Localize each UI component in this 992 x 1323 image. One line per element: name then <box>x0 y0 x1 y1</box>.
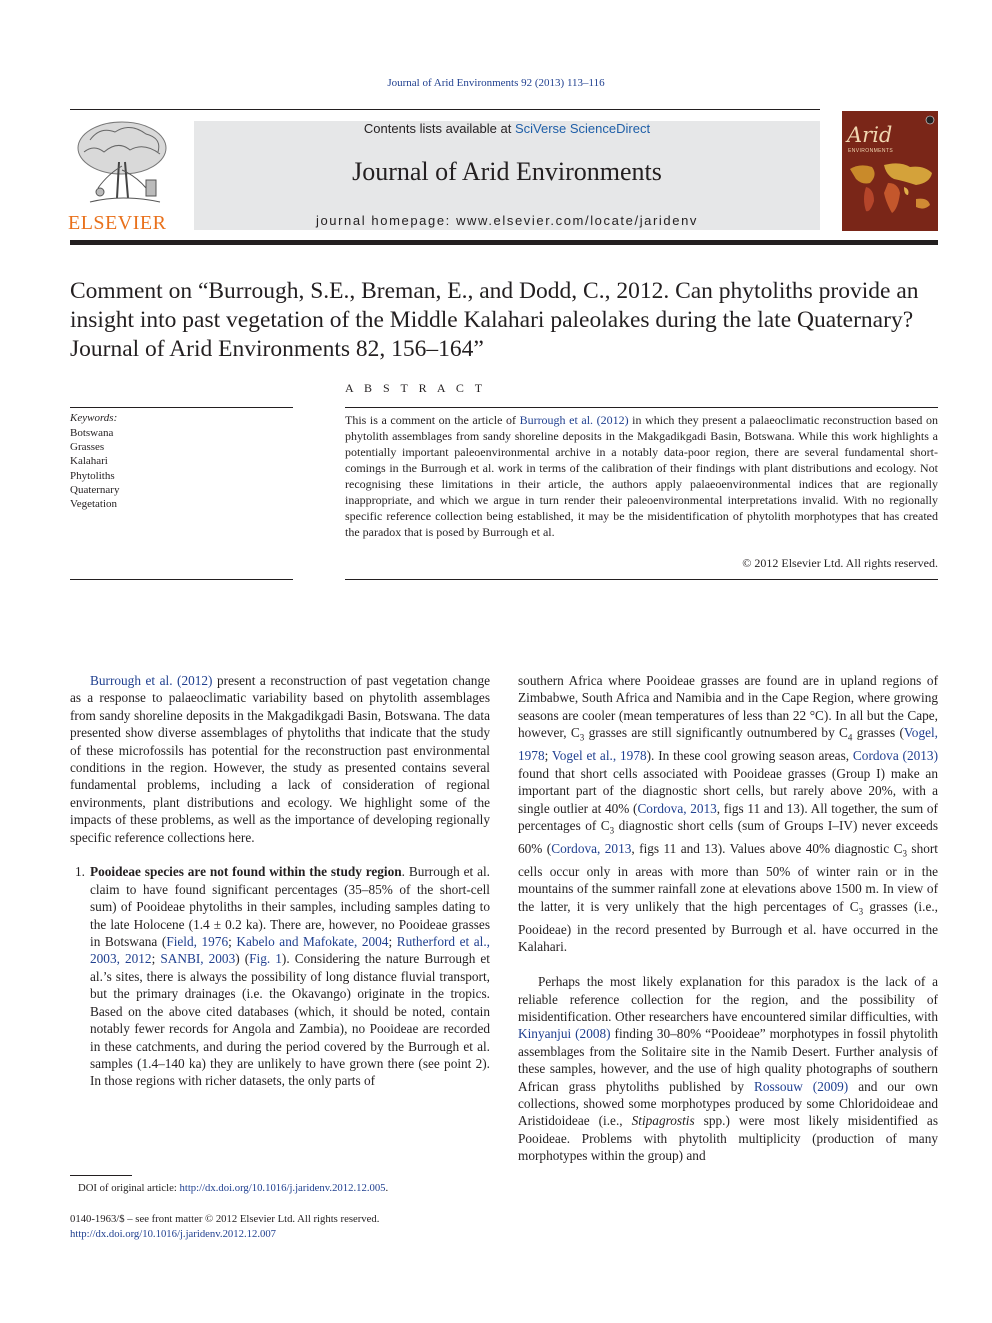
numbered-point-1 <box>70 863 490 1089</box>
ref-link[interactable]: Kabelo and Mafokate, 2004 <box>236 934 389 950</box>
abstract-top-rule <box>345 407 938 408</box>
cover-subtitle: ENVIRONMENTS <box>848 148 894 154</box>
cover-world-map <box>844 155 936 227</box>
front-matter-line: 0140-1963/$ – see front matter © 2012 Elsevier Ltd. All rights reserved. <box>70 1213 380 1225</box>
paragraph-text: Perhaps the most likely explanation for this paradox is the lack of a reliable reference collection for the region, and the possibility of misidentification. Other researchers have encountered similar difficulties, with <box>518 974 938 1024</box>
paragraph-text: grasses ( <box>852 725 904 741</box>
ref-link[interactable]: Field, 1976 <box>166 934 229 950</box>
cover-seal-icon <box>925 115 935 125</box>
abstract-post: in which they present a palaeoclimatic reconstruction based on phytolith assemblages from sandy shoreline deposits in the Makgadikgadi Basin, Botswana. While this work highlights a potentially important paleoenvironmental archive in a notably data-poor region, there are several fundamental short-comings in the Burrough et al. work in terms of the calibration of their findings with plant distributions and ecology. Not recognising these limitations in their article, the authors apply palaeoenvironmental indices that are regionally inappropriate, and which we argue in turn render their paleoenvironmental interpretations invalid. With no regionally specific reference collection being established, it may be the misidentification of phytolith morphotypes that has created the paradox that is posed by Burrough et al. <box>345 413 939 539</box>
paragraph-text: diagnostic short cells (sum of Groups I–IV) never exceeds 60% ( <box>518 817 938 856</box>
header-top-rule <box>70 109 820 110</box>
keywords-bottom-rule <box>70 579 293 580</box>
paragraph-gap <box>70 846 490 863</box>
keywords-list <box>70 426 119 511</box>
body-column-left <box>70 672 490 1090</box>
ref-link[interactable]: SANBI, 2003 <box>160 951 236 967</box>
keywords-label: Keywords: <box>70 412 118 424</box>
body-column-right <box>518 672 938 1165</box>
ref-link[interactable]: Rutherford et al., 2003, 2012 <box>90 934 490 967</box>
separator: ; <box>151 951 161 967</box>
paragraph-text: grasses are still significantly outnumbered by C <box>584 725 848 741</box>
keyword: Grasses <box>70 441 105 454</box>
journal-homepage[interactable]: journal homepage: www.elsevier.com/locate/jaridenv <box>315 213 699 228</box>
ref-link[interactable]: Cordova (2013) <box>852 748 938 764</box>
contents-prefix: Contents lists available at <box>363 121 515 136</box>
keyword: Vegetation <box>70 498 118 511</box>
doi-footnote <box>78 1182 388 1194</box>
paragraph-text: and our own collections, showed some morphotypes produced by some Chloridoideae and Aristidoideae (i.e., <box>518 1078 938 1129</box>
doi-end: . <box>385 1182 389 1194</box>
abstract-pre: This is a comment on the article of <box>345 413 520 427</box>
contents-line <box>194 121 820 136</box>
ref-link[interactable]: Burrough et al. (2012) <box>519 413 629 427</box>
ref-link[interactable]: Kinyanjui (2008) <box>518 1026 611 1042</box>
separator: ; <box>388 934 397 950</box>
front-matter-info <box>70 1212 379 1242</box>
subscript: 4 <box>847 732 853 743</box>
abstract-text <box>345 412 938 540</box>
keyword: Botswana <box>70 427 114 439</box>
journal-citation[interactable]: Journal of Arid Environments 92 (2013) 113–116 <box>387 77 605 89</box>
subscript: 3 <box>902 848 907 859</box>
point-number: 1. <box>75 864 85 880</box>
figure-link[interactable]: Fig. 1 <box>249 951 282 967</box>
abstract-bottom-rule <box>345 579 938 580</box>
separator: ) ( <box>235 951 250 967</box>
continued-paragraph <box>518 672 938 956</box>
keyword: Kalahari <box>70 455 108 468</box>
paragraph-text: found that short cells associated with Pooideae grasses (Group I) make an important part of the diagnostic short cells, but rarely above 20%, with a single outlier at 40% ( <box>518 765 938 816</box>
paragraph-text: grasses (i.e., Pooideae) in the record presented by Burrough et al. have occurred in the Kalahari. <box>518 898 938 955</box>
subscript: 3 <box>858 906 864 917</box>
ref-link[interactable]: Cordova, 2013 <box>551 840 632 856</box>
footnote-rule <box>70 1175 132 1176</box>
point-heading: Pooideae species are not found within the study region <box>90 864 402 880</box>
separator: ; <box>544 748 552 764</box>
paragraph-text: , figs 11 and 13). All together, the sum of percentages of C <box>518 800 938 833</box>
separator: ; <box>228 934 237 950</box>
journal-name: Journal of Arid Environments <box>352 157 662 186</box>
ref-link[interactable]: Burrough et al. (2012) <box>90 673 213 688</box>
paragraph-text: southern Africa where Pooideae grasses are found are in upland regions of Zimbabwe, South Africa and Namibia and in the Cape Region, where growing seasons are cooler (mean temperatures of less than 22 °C). In all but the Cape, however, C <box>518 673 938 741</box>
article-title: Comment on “Burrough, S.E., Breman, E., and Dodd, C., 2012. Can phytoliths provide an insight into past vegetation of the Middle Kalahari paleolakes during the late Quaternary? Journal of Arid Environments 82, 156–164” <box>70 278 919 362</box>
paragraph-text: ). Considering the nature Burrough et al.’s sites, there is always the possibility of long distance fluvial transport, but the primary drainages (i.e. the Okavango) originate in the tropics. Based on the above cited databases (which, it should be noted, contain notably fewer records for Angola and Zambia), no Pooideae are recorded in these catchments, and during the period covered by the Burrough et al. samples (1.4–140 ka) they are unlikely to have grown there (see point 2). In those regions with richer datasets, the only parts of <box>90 951 490 1089</box>
paragraph-text: ). In these cool growing season areas, <box>646 748 853 764</box>
ref-link[interactable]: Vogel, 1978 <box>518 725 939 764</box>
article-doi-link[interactable]: http://dx.doi.org/10.1016/j.jaridenv.2012.12.007 <box>70 1228 277 1240</box>
species-name: Stipagrostis <box>631 1113 695 1129</box>
intro-paragraph <box>70 672 490 846</box>
subscript: 3 <box>609 825 615 836</box>
cover-title: Arid <box>847 123 893 147</box>
elsevier-wordmark: ELSEVIER <box>68 212 167 234</box>
header-bottom-rule <box>70 240 938 245</box>
keyword: Phytoliths <box>70 469 115 482</box>
paragraph-text: present a reconstruction of past vegetation change as a response to palaeoclimatic variability based on phytolith assemblages from sandy shoreline deposits in the Makgadikgadi Basin, Botswana. The data presented show diverse assemblages of phytoliths that indicate that the study of these microfossils has potential for the reconstruction past environmental conditions in the region. However, the study as presented contains several fundamental problems, including a lack of consideration of regional environments, plant distributions and ecology. We highlight some of the impacts of these problems, as well as the importance of developing regionally specific reference collections here. <box>70 673 490 845</box>
doi-label: DOI of original article: <box>78 1182 180 1194</box>
paradox-paragraph <box>518 973 938 1164</box>
keywords-top-rule <box>70 407 293 408</box>
paragraph-text: spp.) were most likely misidentified as Pooideae. Problems with phytolith multiplicity (production of many morphotypes within the group) and <box>518 1113 939 1164</box>
ref-link[interactable]: Rossouw (2009) <box>754 1078 849 1094</box>
journal-cover-image <box>842 111 938 231</box>
abstract-heading: A B S T R A C T <box>345 381 487 395</box>
paragraph-gap <box>518 956 938 973</box>
ref-link[interactable]: Vogel et al., 1978 <box>551 748 647 764</box>
paragraph-text: . Burrough et al. claim to have found significant percentages (35–85% of the short-cell sum) of Pooideae phytoliths in their samples, including samples dating to the late Holocene (1.4 ± 0.2 ka). There are, however, no Pooideae grasses in Botswana ( <box>90 864 490 950</box>
ref-link[interactable]: Cordova, 2013 <box>637 800 717 816</box>
subscript: 3 <box>579 732 585 743</box>
paragraph-text: finding 30–80% “Pooideae” morphotypes in fossil phytolith assemblages from the Solitaire site in the Namib Desert. Further analysis of these samples, however, and the use of high quality photographs of southern African grass phytoliths published by <box>518 1026 938 1094</box>
abstract-copyright: © 2012 Elsevier Ltd. All rights reserved. <box>742 556 938 570</box>
keyword: Quaternary <box>70 483 120 496</box>
paragraph-text: short cells occur only in areas with more than 50% of winter rain or in the mountains of the summer rainfall zone at elevations above 1500 m. In view of the latter, it is very unlikely that the high percentages of C <box>518 840 938 914</box>
sciencedirect-link[interactable]: SciVerse ScienceDirect <box>514 121 651 136</box>
doi-link[interactable]: http://dx.doi.org/10.1016/j.jaridenv.2012.12.005 <box>179 1182 386 1194</box>
paragraph-text: , figs 11 and 13). Values above 40% diagnostic C <box>631 840 903 856</box>
